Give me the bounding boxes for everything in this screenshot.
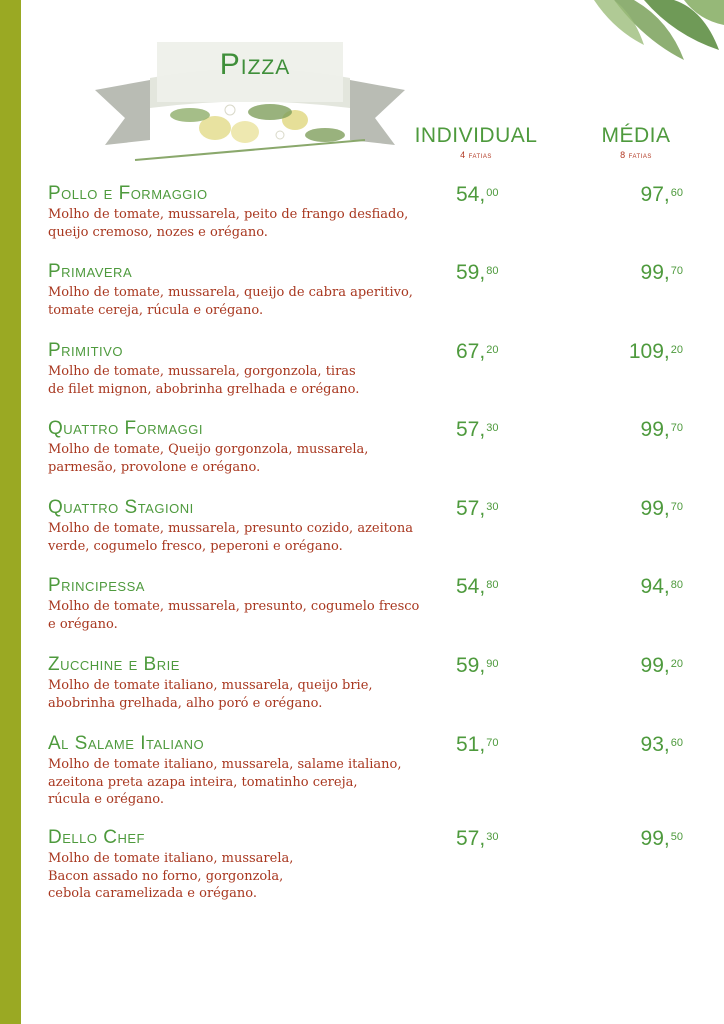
price-individual: 67,20: [456, 340, 499, 363]
price-individual: 57,30: [456, 497, 499, 520]
price-individual: 54,00: [456, 183, 499, 206]
price-media: 109,20: [628, 340, 683, 363]
item-description: Molho de tomate, mussarela, peito de frango desfiado, queijo cremoso, nozes e orégano.: [48, 207, 409, 240]
price-individual: 54,80: [456, 575, 499, 598]
item-name: Quattro Formaggi: [48, 418, 203, 439]
price-media: 97,60: [640, 183, 683, 206]
leaf-decoration-icon: [574, 0, 724, 90]
item-description: Molho de tomate, mussarela, presunto, cogumelo fresco e orégano.: [48, 599, 420, 632]
side-color-bar: [0, 0, 21, 1024]
item-description: Molho de tomate italiano, mussarela, salame italiano, azeitona preta azapa inteira, tomatinho cereja, rúcula e orégano.: [48, 757, 402, 807]
column-header-individual: [410, 124, 542, 160]
item-name: Primavera: [48, 261, 133, 282]
page-title: Pizza: [219, 48, 291, 81]
price-individual: 59,80: [456, 261, 499, 284]
item-description: Molho de tomate, mussarela, queijo de cabra aperitivo, tomate cereja, rúcula e orégano.: [48, 285, 413, 318]
price-media: 99,70: [640, 418, 683, 441]
item-name: Dello Chef: [48, 827, 145, 848]
price-media: 99,20: [640, 654, 683, 677]
item-description: Molho de tomate, Queijo gorgonzola, mussarela, parmesão, provolone e orégano.: [48, 442, 369, 475]
column-subtitle: 8 fatias: [620, 150, 652, 160]
price-media: 94,80: [640, 575, 683, 598]
price-individual: 59,90: [456, 654, 499, 677]
price-individual: 57,30: [456, 418, 499, 441]
item-description: Molho de tomate italiano, mussarela, Bacon assado no forno, gorgonzola, cebola caramelizada e orégano.: [48, 851, 294, 901]
item-description: Molho de tomate italiano, mussarela, queijo brie, abobrinha grelhada, alho poró e orégano.: [48, 678, 373, 711]
item-name: Principessa: [48, 575, 145, 596]
menu-item: [48, 339, 698, 398]
menu-item: [48, 732, 698, 809]
price-individual: 57,30: [456, 827, 499, 850]
column-name: INDIVIDUAL: [414, 124, 538, 147]
price-media: 99,70: [640, 497, 683, 520]
item-name: Pollo e Formaggio: [48, 183, 208, 204]
item-name: Quattro Stagioni: [48, 497, 194, 518]
item-name: Al Salame Italiano: [48, 733, 205, 754]
menu-item: [48, 496, 698, 555]
menu-item: [48, 260, 698, 319]
item-name: Zucchine e Brie: [48, 654, 180, 675]
price-individual: 51,70: [456, 733, 499, 756]
item-name: Primitivo: [48, 340, 123, 361]
price-media: 99,50: [640, 827, 683, 850]
menu-item: [48, 574, 698, 633]
column-header-media: [588, 124, 684, 160]
menu-item: [48, 826, 698, 903]
menu-item: [48, 417, 698, 476]
menu-item: [48, 182, 698, 241]
lemon-branch-icon: [135, 104, 365, 160]
item-description: Molho de tomate, mussarela, gorgonzola, tiras de filet mignon, abobrinha grelhada e orégano.: [48, 364, 360, 397]
column-name: MÉDIA: [601, 124, 671, 147]
menu-item: [48, 653, 698, 712]
price-media: 93,60: [640, 733, 683, 756]
column-subtitle: 4 fatias: [460, 150, 492, 160]
price-media: 99,70: [640, 261, 683, 284]
item-description: Molho de tomate, mussarela, presunto cozido, azeitona verde, cogumelo fresco, peperoni e orégano.: [48, 521, 413, 554]
